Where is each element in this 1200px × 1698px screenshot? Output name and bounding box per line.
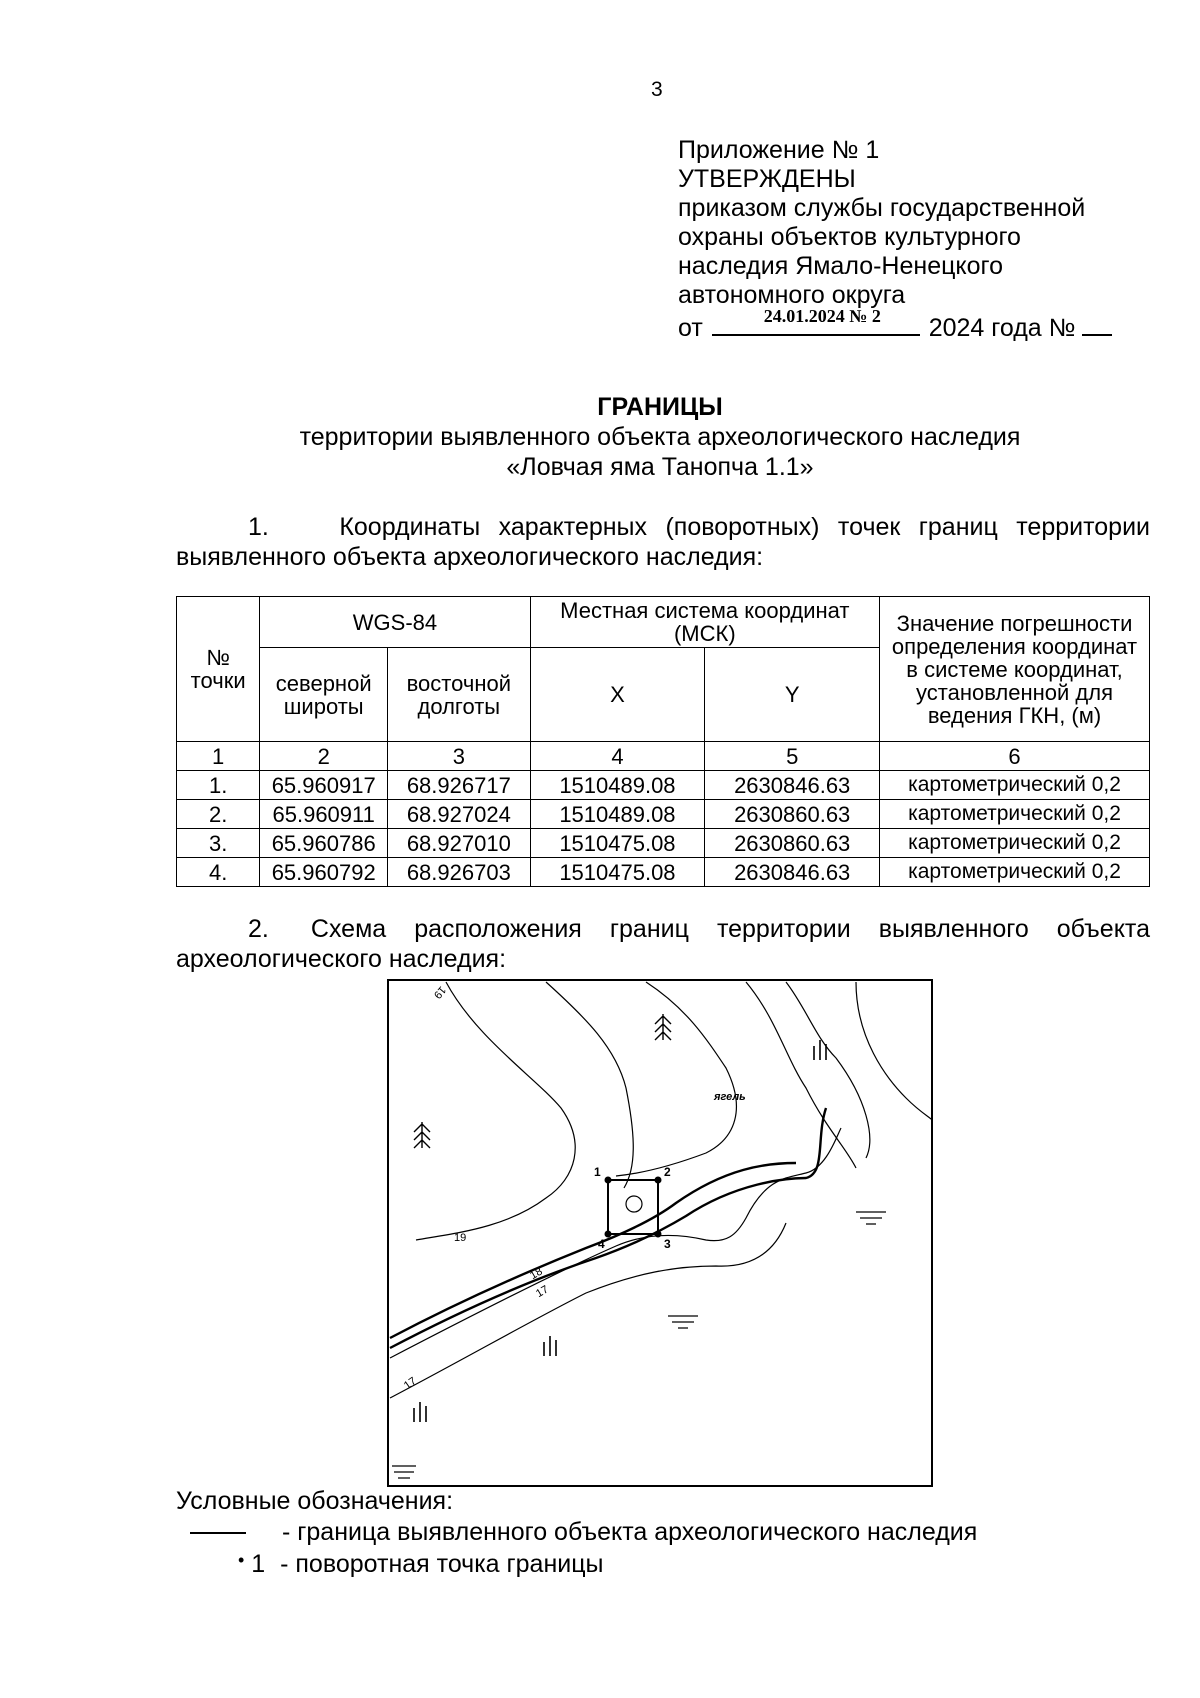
section-1-text: Координаты характерных (поворотных) точек границ территории выявленного объекта археологического наследия: [176,513,1150,571]
table-row [177,829,1150,858]
legend-item-boundary [190,1518,977,1547]
legend-point-mark: 1 [251,1550,266,1578]
header-x: X [530,648,705,742]
approval-line: Приложение № 1 [678,136,880,164]
cell-point: 2. [177,800,260,829]
header-point-no: № точки [177,597,260,742]
cell-lon: 68.926717 [388,771,531,800]
cell-error: картометрический 0,2 [880,771,1150,800]
contour-label: 19 [430,983,449,1001]
section-2-text: Схема расположения границ территории выявленного объекта археологического наследия: [176,915,1150,973]
boundary-scheme-map [386,978,934,1488]
col-number: 5 [705,742,880,771]
legend-boundary-text: - граница выявленного объекта археологического наследия [282,1518,978,1546]
table-row [177,771,1150,800]
col-number: 2 [260,742,388,771]
date-field [712,306,920,336]
approval-line: наследия Ямало-Ненецкого [678,252,1004,280]
title-sub1: территории выявленного объекта археологического наследия [299,423,1021,451]
legend-title: Условные обозначения: [176,1487,454,1515]
title-sub2: «Ловчая яма Танопча 1.1» [506,453,814,481]
cell-lon: 68.927010 [388,829,531,858]
cell-x: 1510475.08 [530,858,705,887]
marsh-icon [414,1402,426,1422]
approval-line: приказом службы государственной [678,194,1086,222]
table-row [177,858,1150,887]
river-line [390,1163,796,1338]
tree-icon [655,1014,671,1040]
legend-line-symbol [190,1532,246,1534]
legend-item-point [238,1550,604,1579]
cell-y: 2630846.63 [705,771,880,800]
number-field [1082,312,1112,336]
cell-lat: 65.960911 [260,800,388,829]
coordinates-table [176,596,1150,887]
title-main: ГРАНИЦЫ [597,393,723,421]
point-label: 2 [664,1165,671,1179]
approval-date-line [678,306,1112,343]
cell-x: 1510489.08 [530,800,705,829]
col-number: 4 [530,742,705,771]
cell-x: 1510489.08 [530,771,705,800]
col-number: 6 [880,742,1150,771]
cell-lat: 65.960792 [260,858,388,887]
contour-line [390,1223,786,1398]
turning-point-3 [655,1231,662,1238]
cell-error: картометрический 0,2 [880,829,1150,858]
header-y: Y [705,648,880,742]
water-icon [392,1466,416,1478]
page-number: 3 [651,78,663,101]
contour-label: 17 [401,1375,419,1393]
cell-y: 2630860.63 [705,800,880,829]
legend-point-dot-icon: • [238,1550,245,1570]
contour-label: 19 [454,1232,467,1244]
turning-point-1 [605,1177,612,1184]
object-pit-symbol [626,1196,642,1212]
cell-point: 4. [177,858,260,887]
vegetation-label-yagel: ягель [714,1091,746,1103]
water-icon [668,1316,698,1328]
cell-lon: 68.927024 [388,800,531,829]
point-label: 1 [594,1165,601,1179]
point-label: 3 [664,1237,671,1251]
contour-lines [390,982,932,1398]
turning-point-4 [605,1231,612,1238]
water-icon [856,1212,886,1224]
section-2 [176,914,1150,974]
header-lon: восточной долготы [388,648,531,742]
object-boundary [608,1180,658,1234]
contour-line [786,982,870,1158]
cell-lat: 65.960786 [260,829,388,858]
turning-point-2 [655,1177,662,1184]
date-suffix: 2024 года № [928,314,1076,342]
marsh-icon [544,1336,556,1356]
contour-line [616,982,736,1176]
cell-point: 3. [177,829,260,858]
date-prefix: от [678,314,703,342]
cell-x: 1510475.08 [530,829,705,858]
tree-icon [414,1122,430,1148]
contour-label: 17 [534,1283,551,1301]
document-title [180,392,1140,482]
header-msk: Местная система координат (МСК) [530,597,880,648]
table-row [177,800,1150,829]
contour-line [856,982,932,1120]
cell-error: картометрический 0,2 [880,800,1150,829]
contour-label: 18 [528,1265,545,1283]
cell-lon: 68.926703 [388,858,531,887]
legend-point-text: - поворотная точка границы [280,1550,604,1578]
contour-line [546,982,633,1188]
col-number: 3 [388,742,531,771]
header-lat: северной широты [260,648,388,742]
contour-line [416,982,575,1240]
header-error: Значение погрешности определения координат в системе координат, установленной для ведения ГКН, (м) [880,597,1150,742]
section-2-number: 2. [248,915,269,943]
contour-line [746,982,856,1168]
cell-y: 2630846.63 [705,858,880,887]
approval-block [678,136,1112,343]
point-label: 4 [598,1237,605,1251]
cell-y: 2630860.63 [705,829,880,858]
header-wgs: WGS-84 [260,597,530,648]
approval-line: автономного округа [678,281,906,309]
section-1 [176,512,1150,572]
cell-lat: 65.960917 [260,771,388,800]
approval-line: УТВЕРЖДЕНЫ [678,165,856,193]
cell-error: картометрический 0,2 [880,858,1150,887]
date-stamp: 24.01.2024 № 2 [763,306,881,326]
section-1-number: 1. [248,513,269,541]
cell-point: 1. [177,771,260,800]
col-number: 1 [177,742,260,771]
approval-line: охраны объектов культурного [678,223,1021,251]
